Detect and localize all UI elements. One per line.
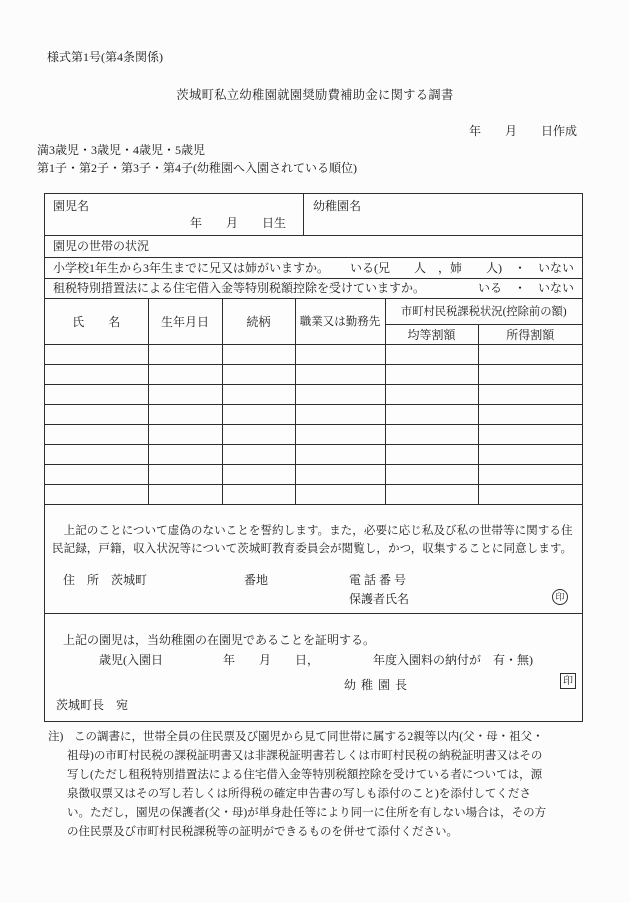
member-empty-cell	[148, 484, 222, 504]
tax-deduction-question-row	[45, 279, 582, 299]
note-line: この調書に，世帯全員の住民票及び園児から見て同世帯に属する2親等以内(父・母・祖父・	[74, 731, 544, 743]
member-empty-cell	[222, 424, 295, 444]
member-empty-cell	[148, 424, 222, 444]
member-empty-cell	[45, 404, 148, 424]
household-status-label: 園児の世帯の状況	[53, 239, 150, 253]
member-empty-row	[45, 404, 582, 424]
note-line: の住民票及び市町村民税課税等の証明ができるものを併せて添付ください。	[67, 826, 458, 838]
note-lines	[67, 728, 581, 842]
member-empty-cell	[45, 344, 148, 364]
member-empty-cell	[148, 384, 222, 404]
household-members-table	[45, 299, 582, 505]
tax-deduction-answer-label: いる ・ いない	[477, 281, 574, 295]
sibling-answer-label: いる(兄 人 ，姉 人) ・ いない	[350, 261, 574, 275]
lot-number-label: 番地	[244, 572, 269, 587]
member-empty-cell	[148, 364, 222, 384]
sibling-question-row	[45, 258, 582, 279]
note-line: 祖母)の市町村民税の課税証明書又は非課税証明書若しくは市町村民税の納税証明書又はその	[67, 750, 543, 762]
child-name-cell	[45, 194, 304, 235]
creation-date-line: 年 月 日作成	[468, 124, 577, 138]
member-empty-cell	[148, 344, 222, 364]
member-empty-cell	[385, 484, 478, 504]
certification-section	[45, 614, 582, 717]
principal-seal-mark: 印	[560, 673, 576, 689]
note-label: 注)	[48, 731, 64, 743]
member-empty-cell	[385, 424, 478, 444]
member-empty-cell	[478, 464, 582, 484]
header-name: 氏 名	[45, 299, 148, 344]
member-empty-cell	[478, 444, 582, 464]
member-empty-cell	[148, 464, 222, 484]
member-empty-cell	[295, 344, 385, 364]
member-empty-cell	[295, 384, 385, 404]
pledge-text-line-2: 民記録，戸籍，収入状況等について茨城町教育委員会が閲覧し，かつ，収集することに同意します。	[52, 541, 573, 555]
header-income-levy: 所得割額	[478, 324, 582, 344]
member-empty-cell	[45, 444, 148, 464]
member-empty-cell	[478, 404, 582, 424]
member-empty-row	[45, 364, 582, 384]
note-line: 写し(ただし租税特別措置法による住宅借入金等特別税額控除を受けている者については，源	[67, 769, 543, 781]
member-empty-cell	[222, 364, 295, 384]
member-empty-cell	[45, 364, 148, 384]
sibling-question-label: 小学校1年生から3年生までに兄又は姉がいますか。	[53, 261, 330, 275]
enrollment-detail-line: 歳児(入園日 年 月 日， 年度入園料の納付が 有・無)	[99, 652, 533, 667]
members-table-body	[45, 344, 582, 504]
principal-label: 幼 稚 園 長	[344, 677, 409, 692]
member-empty-cell	[478, 364, 582, 384]
members-table-header	[45, 299, 582, 344]
member-empty-cell	[385, 464, 478, 484]
member-empty-cell	[222, 484, 295, 504]
member-empty-cell	[295, 424, 385, 444]
member-empty-row	[45, 344, 582, 364]
child-name-label: 園児名	[53, 199, 90, 213]
guardian-name-label: 保護者氏名	[349, 591, 410, 606]
member-empty-cell	[148, 444, 222, 464]
document-title: 茨城町私立幼稚園就園奨励費補助金に関する調書	[176, 88, 454, 102]
household-status-row	[45, 236, 582, 258]
kindergarten-name-label: 幼稚園名	[313, 199, 362, 213]
member-empty-row	[45, 464, 582, 484]
child-order-line: 第1子・第2子・第3子・第4子(幼稚園へ入園されている順位)	[37, 161, 357, 175]
member-empty-cell	[45, 424, 148, 444]
member-empty-cell	[295, 444, 385, 464]
certification-statement: 上記の園児は，当幼稚園の在園児であることを証明する。	[63, 632, 376, 647]
age-class-line: 満3歳児・3歳児・4歳児・5歳児	[37, 143, 206, 157]
member-empty-cell	[45, 464, 148, 484]
header-tax-status: 市町村民税課税状況(控除前の額)	[385, 299, 582, 324]
pledge-text-line-1: 上記のことについて虚偽のないことを誓約します。また，必要に応じ私及び私の世帯等に関する住	[52, 523, 573, 537]
guardian-seal-mark: 印	[552, 589, 568, 605]
member-empty-cell	[295, 464, 385, 484]
note-line: い。ただし，園児の保護者(父・母)が単身赴任等により同一に住所を有しない場合は，その方	[67, 807, 547, 819]
note-line: 泉徴収票又はその写し若しくは所得税の確定申告書の写しも添付のこと)を添付してくださ	[67, 788, 531, 800]
form-number-label: 様式第1号(第4条関係)	[47, 50, 163, 64]
member-empty-cell	[478, 424, 582, 444]
member-empty-cell	[385, 344, 478, 364]
member-empty-cell	[385, 444, 478, 464]
member-empty-cell	[295, 364, 385, 384]
note-section	[48, 728, 581, 842]
phone-number-label: 電 話 番 号	[349, 572, 407, 587]
member-empty-cell	[478, 384, 582, 404]
pledge-section	[45, 505, 582, 614]
member-empty-cell	[222, 344, 295, 364]
member-empty-cell	[148, 404, 222, 424]
application-form	[44, 193, 583, 722]
kindergarten-name-cell	[304, 194, 582, 235]
child-birthdate-label: 年 月 日生	[189, 216, 286, 230]
header-occupation: 職業又は勤務先	[295, 299, 385, 344]
member-empty-cell	[222, 404, 295, 424]
member-empty-cell	[385, 404, 478, 424]
member-empty-row	[45, 424, 582, 444]
member-empty-row	[45, 444, 582, 464]
header-birthdate: 生年月日	[148, 299, 222, 344]
member-empty-cell	[45, 384, 148, 404]
member-empty-cell	[222, 444, 295, 464]
member-empty-cell	[222, 464, 295, 484]
member-empty-row	[45, 484, 582, 504]
members-header-row-1	[45, 299, 582, 324]
address-label: 住 所 茨城町	[63, 572, 148, 587]
member-empty-cell	[222, 384, 295, 404]
header-per-capita-levy: 均等割額	[385, 324, 478, 344]
member-empty-cell	[295, 404, 385, 424]
member-empty-cell	[385, 364, 478, 384]
child-kindergarten-row	[45, 194, 582, 236]
member-empty-cell	[385, 384, 478, 404]
member-empty-cell	[478, 484, 582, 504]
member-empty-cell	[45, 484, 148, 504]
tax-deduction-question-label: 租税特別措置法による住宅借入金等特別税額控除を受けていますか。	[53, 281, 426, 295]
member-empty-row	[45, 384, 582, 404]
addressee-label: 茨城町長 宛	[56, 697, 129, 712]
header-relationship: 続柄	[222, 299, 295, 344]
member-empty-cell	[295, 484, 385, 504]
member-empty-cell	[478, 344, 582, 364]
